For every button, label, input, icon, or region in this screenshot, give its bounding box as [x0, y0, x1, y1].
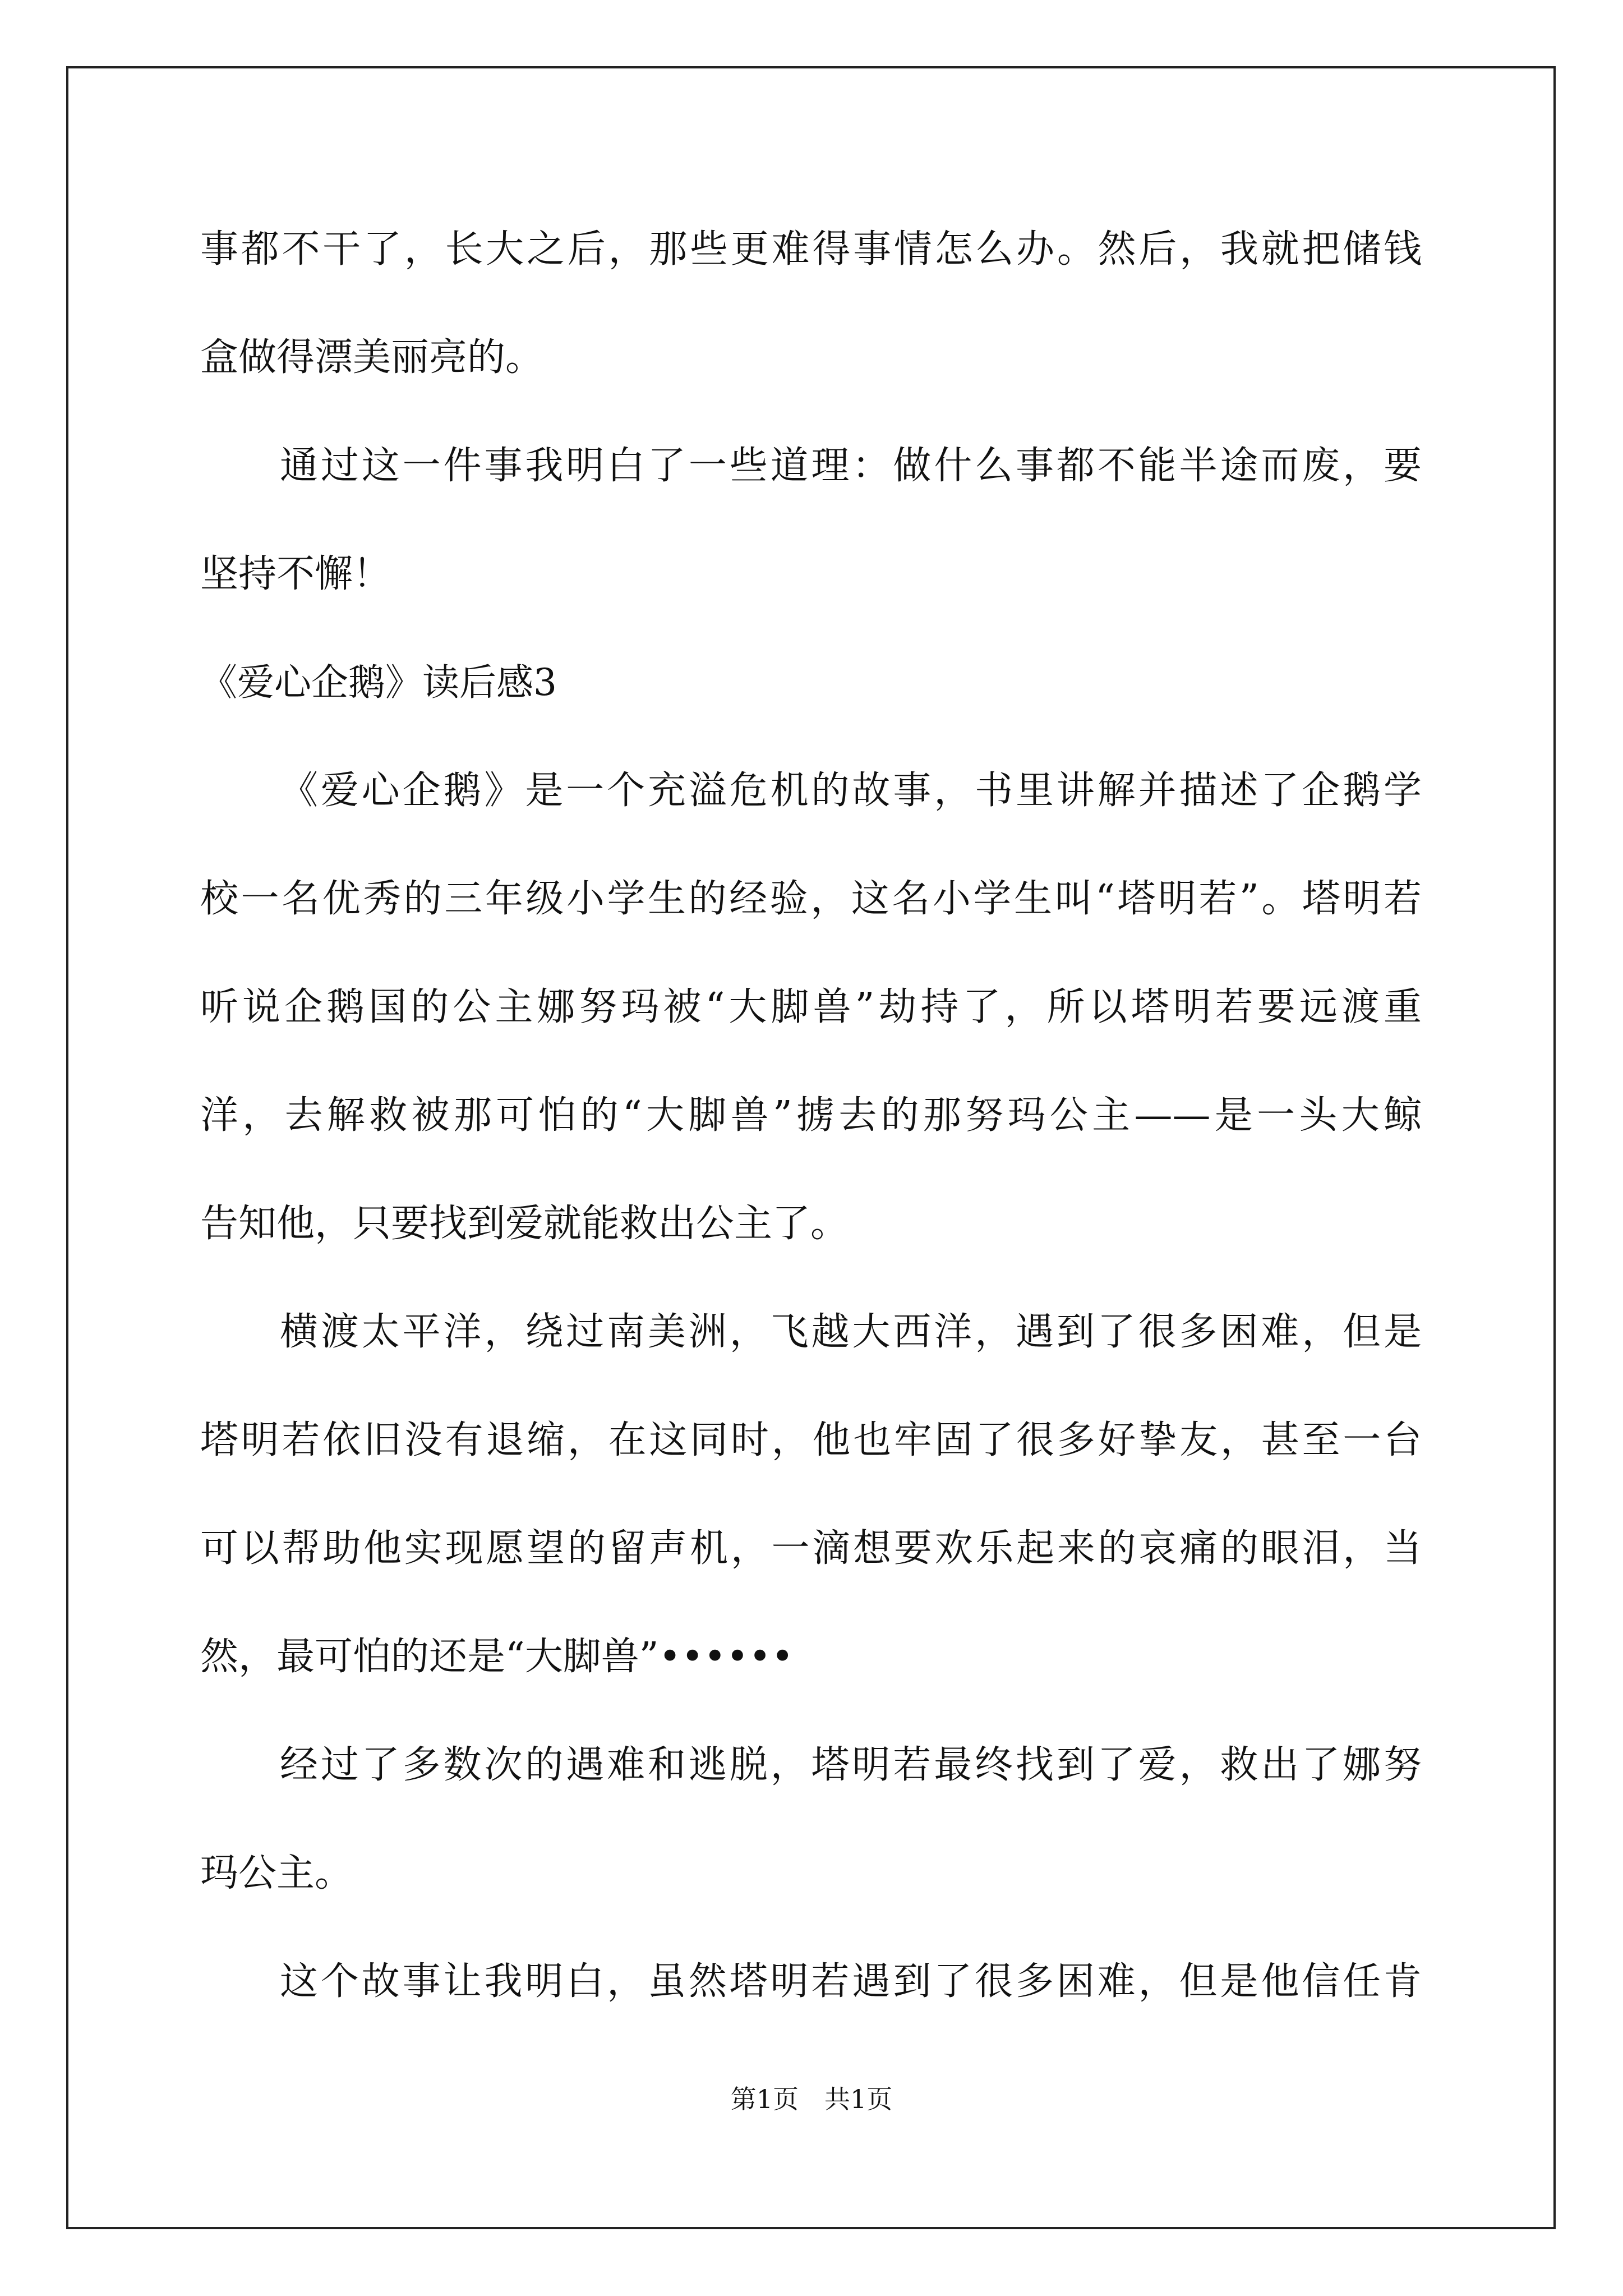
- text-line: 经过了多数次的遇难和逃脱，塔明若最终找到了爱，救出了娜努: [280, 1743, 1422, 1787]
- text-line: 告知他，只要找到爱就能救出公主了。: [200, 1202, 849, 1246]
- text-line: 然，最可怕的还是“大脚兽”••••••: [200, 1635, 794, 1679]
- text-line: 事都不干了，长大之后，那些更难得事情怎么办。然后，我就把储钱: [200, 227, 1422, 272]
- text-line: 洋，去解救被那可怕的“大脚兽”掳去的那努玛公主——是一头大鲸: [200, 1093, 1422, 1138]
- text-line: 这个故事让我明白，虽然塔明若遇到了很多困难，但是他信任肯: [280, 1959, 1422, 2004]
- text-line: 听说企鹅国的公主娜努玛被“大脚兽”劫持了，所以塔明若要远渡重: [200, 985, 1422, 1029]
- text-line: 玛公主。: [200, 1851, 353, 1895]
- text-line: 《爱心企鹅》是一个充溢危机的故事，书里讲解并描述了企鹅学: [280, 769, 1422, 813]
- text-line: 坚持不懈！: [200, 552, 391, 596]
- document-body: [200, 216, 1422, 2056]
- text-line: 塔明若依旧没有退缩，在这同时，他也牢固了很多好挚友，甚至一台: [200, 1418, 1422, 1462]
- text-line: 盒做得漂美丽亮的。: [200, 335, 544, 380]
- text-line: 通过这一件事我明白了一些道理：做什么事都不能半途而废，要: [280, 444, 1422, 488]
- page-footer: 第1页 共1页: [730, 2084, 893, 2114]
- text-line: 校一名优秀的三年级小学生的经验，这名小学生叫“塔明若”。塔明若: [200, 877, 1422, 921]
- text-line: 横渡太平洋，绕过南美洲，飞越大西洋，遇到了很多困难，但是: [280, 1310, 1422, 1354]
- section-heading: 《爱心企鹅》读后感3: [200, 661, 557, 704]
- text-line: 可以帮助他实现愿望的留声机，一滴想要欢乐起来的哀痛的眼泪，当: [200, 1526, 1422, 1571]
